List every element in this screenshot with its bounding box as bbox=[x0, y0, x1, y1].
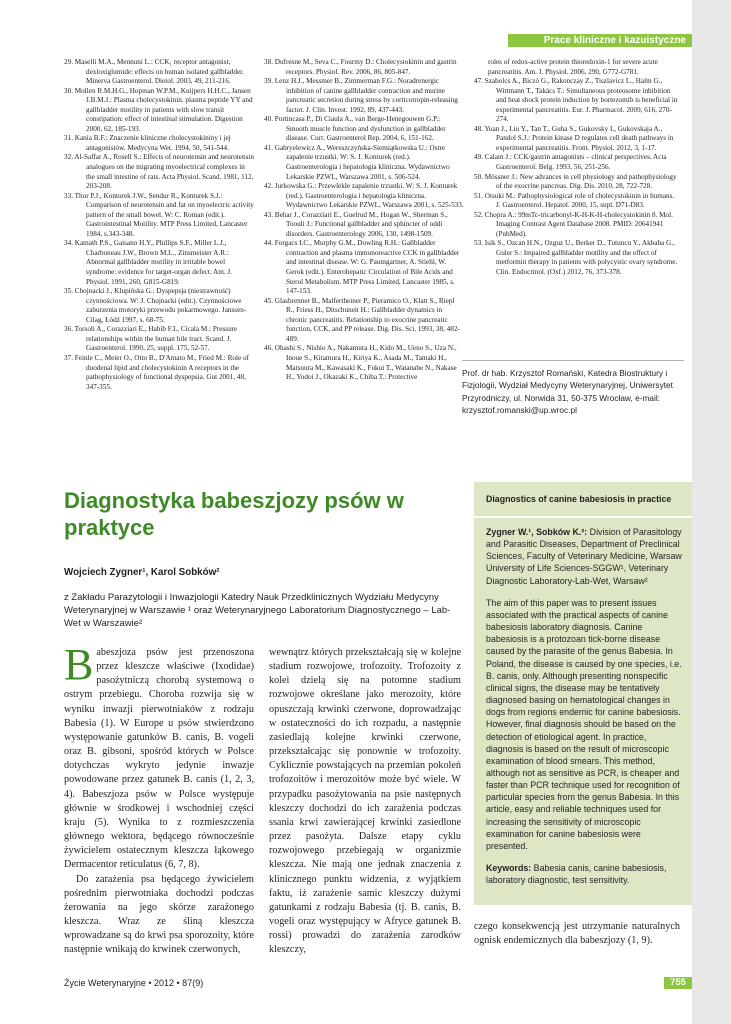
page-number: 755 bbox=[664, 977, 692, 989]
reference-item: 51. Otsuki M.: Pathophysiological role of cholecystokinin in humans. J. Gastroenterol. Hepatol. 2000, 15, supl. D71-D83. bbox=[474, 191, 675, 210]
abstract-heading: Diagnostics of canine babesiosis in practice bbox=[474, 482, 692, 518]
reference-item: 42. Jurkowska G.: Przewlekłe zapalenie trzustki. W: S. J. Konturek (red.). Gastroenterologia i hepatologia kliniczna. Wydawnictwo Lekarskie PZWL, Warszawa 2001, s. 525-533. bbox=[264, 182, 464, 210]
reference-item: 52. Chopra A.: 99mTc-tricarbonyl-K-H-K-H-cholecystokinin 8. Mol. Imaging Contrast Agent Database 2008. PMID: 20641941 (PubMed). bbox=[474, 210, 673, 238]
reference-item: 36. Torsoli A., Corazziari E., Habib F.I., Cicala M.: Pressure relationships within the human bile tract. Scand. J. Gastroenterol. 1990, 25, suppl. 175, 52-57. bbox=[64, 325, 238, 353]
reference-item: 32. Al-Saffar A., Rosell S.: Effects of neurotensin and neurotensin analogues on the migrating myoelectrical complexes in the small intestine of rats. Acta Physiol. Scand. 1981, 112, 203-208. bbox=[64, 153, 254, 191]
reference-item: 37. Feinle C., Meier O., Otto B., D'Amato M., Fried M.: Role of duodenal lipid and cholecystokinin A receptors in the pathophysiology of functional dyspepsia. Gut 2001, 48, 347-355. bbox=[64, 353, 249, 391]
abstract-authors bbox=[486, 526, 682, 587]
intro-text: abeszjoza psów jest przenoszona przez kleszcze właściwe (Ixodidae) pasożytniczą chorobą systemową o ostrym przebiegu. Choroba rozwija się w wyniku inwazji pierwotniaków z rodzaju Babesia (1). W Europe u psów stwierdzono występowanie gatunków B. canis, B. vogeli oraz B. gibsoni, spośród których w Polsce dotychczas wykryto jedynie inwazje powodowane przez gatunek B. canis (1, 2, 3, 4). Babeszjoza psów w Polsce występuje głównie w środkowej i wschodniej części kraju (5). Wynika to z rozmieszczenia głównego wektora, będącego równocześnie żywicielem ostatecznym kleszcza łąkowego Dermacentor reticulatus (6, 7, 8). bbox=[64, 647, 254, 871]
english-abstract-box bbox=[474, 482, 692, 905]
drop-cap: B bbox=[64, 640, 94, 689]
article-title: Diagnostyka babeszjozy psów w praktyce bbox=[64, 488, 404, 540]
abstract-text: The aim of this paper was to present issues associated with the practical aspects of canine babesiosis laboratory diagnosis. Canine babesiosis is a protozoan tick-borne disease caused by the parasite of the genus Babesia. In Poland, the disease is caused by one species, i.e. B. canis, only. Although presenting nonspecific clinical signs, the disease may be tentatively diagnosed basing on hematological changes in dogs from regions endemic for canine babesiosis. However, final diagnosis should be based on the detection of etiological agent. In practice, diagnosis is based on the result of microscopic examination of blood smears. This method, although not as sensitive as PCR, is cheaper and faster than PCR technique used for recognition of particular species from the genus Babesia. In this article, easy and reliable techniques used for increasing the sensitivity of microscopic examination for canine babesiosis were presented. bbox=[486, 597, 682, 851]
reference-item: 34. Kamath P.S., Gaisano H.Y., Phillips S.F., Miller L.J., Charboneau J.W., Brown M.L., Zinsmeister A.R.: Abnormal gallbladder motility in irritable bowel syndrome: evidence for target-organ defect. Am. J. Physiol. 1991, 260, G815-G819. bbox=[64, 239, 233, 286]
reference-item: 29. Maselli M.A., Mennuni L.: CCK₁ receptor antagonist, dexloxiglumide: effects on human isolated gallbladder. Minerva Gastroenterol. Dietol. 2003, 49, 211-216. bbox=[64, 58, 244, 86]
reference-item: 33. Thor P.J., Konturek J.W., Sendur R., Konturek S.J.: Comparison of neurotensin and fat on myoelectric activity pattern of the small bowel. W: C. Roman (edit.). Gastrointestinal Motility. MTP Press Limited, Lancaster 1984, s.343-348. bbox=[64, 191, 254, 238]
reference-item: 46. Ohashi S., Nishio A., Nakamura H., Kido M., Ueno S., Uza N., Inoue S., Kitamura H., Kiriya K., Asada M., Tamaki H., Matsuura M., Kawasaki K., Fukui T., Watanabe N., Nakase H., Yodoi J., Okazaki K., Chiba T.: Protective bbox=[264, 344, 457, 382]
references-column-3 bbox=[474, 58, 680, 278]
reference-item: 47. Szabolcs A., Biczó G., Rakonczay Z., Tiszlavicz L., Halm G., Wittmann T., Takács T.: Simultaneous proteosome inhibition and heat shock protein induction by bortezomib is beneficial in experimental pancreatitis. Eur. J. Pharmacol. 2009, 616, 270-274. bbox=[474, 77, 678, 124]
article-body-column-1 bbox=[64, 640, 254, 957]
abstract-author-affiliations: Division of Parasitology and Parasitic Diseases, Department of Preclinical Sciences, Faculty of Veterinary Medicine, Warsaw University of Life Sciences-SGGW¹, Veterinary Diagnostic Laboratory-Lab-Wet, Warsaw² bbox=[486, 527, 682, 586]
body-paragraph: wewnątrz których przekształcają się w kolejne stadium rozwojowe, trofozoity. Trofozoity z kolei dzielą się na potomne stadium rozwojowe określane jako merozoity, które opuszczają krwinki czerwone, doprowadzając w ostateczności do ich rozpadu, a następnie zasiedlają kolejne krwinki czerwone, przekształcając się ponownie w trofozoity. Cyklicznie powstających na przemian pokoleń trofozoitów i merozoitów może być wiele. W przypadku pasożytowania na psie następnych kleszczy dochodzi do ich zarażenia podczas ssania krwi zawierającej krwinki zasiedlone przez pasożyta. Dalsze etapy cyklu rozwojowego przebiegają w organizmie kleszcza. Nie mają one jednak znaczenia z klinicznego punktu widzenia, z wyjątkiem faktu, iż zarażenie samic kleszczy dużymi gatunkami z rodzaju Babesia (tj. B. canis, B. vogeli oraz występujący w Afryce gatunek B. rossi) prowadzi do zarażenia zarodków kleszczy, bbox=[269, 647, 461, 956]
journal-footer: Życie Weterynaryjne • 2012 • 87(9) bbox=[64, 978, 204, 988]
article-authors: Wojciech Zygner¹, Karol Sobków² bbox=[64, 567, 220, 578]
section-header-tag: Prace kliniczne i kazuistyczne bbox=[508, 34, 692, 47]
references-column-2 bbox=[264, 58, 464, 383]
reference-item: 38. Dufresne M., Seva C., Fourmy D.: Cholecystokinin and gastrin receptors. Physiol. Rev. 2006, 86, 805-847. bbox=[264, 58, 457, 76]
reference-item: 45. Glasbrenner B., Malfertheiner P., Pieramico O., Klatt S., Riepl R., Friess H., Ditschuneit H.: Gallbladder dynamics in chronic pancreatitis. Relationship to exocrine pancreatic function, CCK, and PP release. Dig. Dis. Sci. 1993, 38, 482-489. bbox=[264, 296, 460, 343]
reference-item: 43. Behar J., Corazziari E., Guelrud M., Hogan W., Sherman S., Toouli J.: Functional gallbladder and sphincter of oddi disorders. Gastroenterology 2006, 130, 1498-1509. bbox=[264, 210, 448, 238]
references-column-1 bbox=[64, 58, 254, 392]
reference-item: 53. Isik S., Ozcan H.N., Ozguz U., Berker D., Tutuncu Y., Akbaba G., Guler S.: Impaired gallbladder motility and the effect of metformin therapy in patients with polycystic ovary syndrome. Clin. Endocrinol. (Oxf.) 2012, 76, 373-378. bbox=[474, 239, 678, 277]
reference-item: 39. Lenz H.J., Messmer B., Zimmerman F.G.: Noradrenergic inhibition of canine gallbladder contraction and murine pancreatic secretion during stress by corticotropin-releasing factor. J. Clin. Invest. 1992, 89, 437-443. bbox=[264, 77, 458, 114]
abstract-keywords bbox=[486, 862, 682, 886]
article-affiliation: z Zakładu Parazytologii i Inwazjologii Katedry Nauk Przedklinicznych Wydziału Medycyny Weterynaryjnej w Warszawie ¹ oraz Weterynaryjnego Laboratorium Diagnostycznego – Lab-Wet w Warszawie² bbox=[64, 592, 451, 629]
article-body-column-2 bbox=[269, 646, 461, 957]
body-paragraph: czego konsekwencją jest utrzymanie naturalnych ognisk endemicznych dla babeszjozy (1, 9). bbox=[474, 921, 680, 947]
abstract-author-names: Zygner W.¹, Sobków K.²: bbox=[486, 527, 588, 537]
reference-item: 41. Gabryelewicz A., Wereszczyńska-Siemiątkowska U.: Ostre zapalenie trzustki. W: S. J. Konturek (red.). Gastroenterologia i hepatologia kliniczna. Wydawnictwo Lekarskie PZWL, Warszawa 2001, s. 506-524. bbox=[264, 143, 450, 181]
keywords-list: Babesia canis, canine babesiosis, laboratory diagnostic, test sensitivity. bbox=[486, 863, 667, 886]
reference-item: roles of redox-active protein thioredoxin-1 for severe acute pancreatitis. Am. J. Physiol. 2006, 290, G772-G781. bbox=[488, 58, 658, 76]
article-body-column-3 bbox=[474, 920, 680, 948]
reference-item: 30. Mollen R.M.H.G., Hopman W.P.M., Kuijpers H.H.C., Jansen J.B.M.J.: Plasma cholecystokinin. plasma peptide YY and gallbladder motility in patients with slow transit constipation: effect of intestinal stimulation. Digestion 2000, 62, 185-193. bbox=[64, 86, 253, 133]
reference-item: 48. Yuan J., Liu Y., Tan T., Guha S., Gukovsky I., Gukovskaja A., Pandol S.J.: Protein kinase D regulates cell death pathways in experimental pancreatitis. Front. Physiol. 2012, 3, 1-17. bbox=[474, 124, 674, 152]
reference-item: 31. Kania B.F.: Znaczenie kliniczne cholecystokininy i jej antagonistów. Medycyna Wet. 1994, 50, 541-544. bbox=[64, 134, 231, 152]
reference-item: 50. Mössner J.: New advances in cell physiology and pathophysiology of the exocrine pancreas. Dig. Dis. 2010, 28, 722-728. bbox=[474, 172, 677, 191]
corresponding-author-address: Prof. dr hab. Krzysztof Romański, Katedra Biostruktury i Fizjologii, Wydział Medycyny Weterynaryjnej, Uniwersytet Przyrodniczy, ul. Norwida 31, 50-375 Wrocław, e-mail: krzysztof.romanski@up.wroc.pl bbox=[462, 360, 684, 417]
page-edge-band bbox=[692, 0, 731, 1024]
intro-paragraph bbox=[64, 640, 254, 873]
reference-item: 49. Calam J.: CCK/gastrin antagonists – clinical perspectives. Acta Gastroenterol. Belg. 1993, 56, 251-256. bbox=[474, 153, 667, 172]
keywords-label: Keywords: bbox=[486, 863, 532, 874]
reference-item: 44. Forgacs I.C., Murphy G.M., Dowling R.H.: Gallbladder contraction and plasma immunoreactive CCK in gallbladder and intestinal disease. W: G. Paumgartner, A. Stiehl, W. Gerok (edit.). Enterohepatic Circulation of Bile Acids and Sterol Metabolism. MTP Press Limited, Lancaster 1985, s. 147-153. bbox=[264, 239, 460, 296]
reference-item: 35. Chojnacki J., Klupińska G.: Dyspepsja (niestrawność) czynnościowa. W: J. Chojnacki (edit.). Czynnościowe zaburzenia motoryki przewodu pokarmowego. Janssen-Cilag, Łódź 1997, s. 68-75. bbox=[64, 287, 247, 324]
body-paragraph: Do zarażenia psa będącego żywicielem pośrednim pierwotniaka dochodzi podczas żerowania na jego skórze zarażonego kleszcza. Wraz ze śliną kleszcza wprowadzane są do krwi psa sporozoity, które następnie wnikają do krwinek czerwonych, bbox=[64, 873, 254, 956]
reference-item: 40. Portincasa P., Di Ciaula A., van Berge-Henegouwen G.P.: Smooth muscle function and dysfunction in gallbladder disease. Curr. Gastroenterol Rep. 2004, 6, 151-162. bbox=[264, 115, 446, 143]
